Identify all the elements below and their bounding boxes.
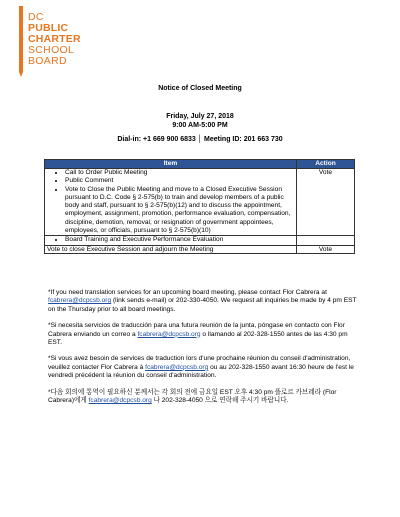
list-item: • Board Training and Executive Performance Evaluation bbox=[65, 236, 294, 244]
list-item: • Call to Order Public Meeting bbox=[65, 169, 294, 177]
note-text: *다음 회의에 통역이 필요하신 분께서는 각 회의 전에 금요일 EST 오후 4:30 pm 플로르 카브레라 (Flor Cabrera)에게 bbox=[48, 388, 337, 405]
pencil-icon bbox=[19, 6, 23, 72]
logo-line-school: SCHOOL bbox=[28, 44, 75, 56]
note-french bbox=[48, 355, 360, 380]
agenda-items-cell bbox=[45, 169, 297, 236]
dial-in-info: Dial-in: +1 669 900 6833 │ Meeting ID: 201 663 730 bbox=[117, 136, 283, 143]
list-item: • Public Comment bbox=[65, 177, 294, 185]
agenda-table bbox=[44, 159, 355, 254]
table-row bbox=[45, 169, 355, 236]
action-cell: Vote bbox=[297, 245, 355, 253]
note-english bbox=[48, 289, 360, 314]
note-text: *Si necesita servicios de traducción para una futura reunión de la junta, póngase en contacto con Flor Cabrera enviando un correo a bbox=[48, 322, 345, 338]
agenda-text-cell: Vote to close Executive Session and adjourn the Meeting bbox=[45, 245, 297, 253]
agenda-items-cell bbox=[45, 236, 297, 245]
list-item: • Vote to Close the Public Meeting and move to a Closed Executive Session pursuant to D.C. Code § 2-575(b) to train and develop members of a public body and staff, pursuant to § 2-575(b)(12) and to discuss the appointment, employment, assignment, promotion, performance evaluation, compensation, discipline, demotion, removal, or resignation of government appointees, employees, or officials, pursuant to § 2-575(b)(10) bbox=[65, 186, 294, 236]
logo-text bbox=[28, 12, 81, 67]
note-text: *Si vous avez besoin de services de traduction lors d'une prochaine réunion du conseil d'administration, veuillez contacter Flor Cabrera à bbox=[48, 355, 351, 371]
meeting-time: 9:00 AM-5:00 PM bbox=[172, 122, 228, 129]
email-link[interactable]: fcabrera@dcpcsb.org bbox=[48, 297, 112, 305]
note-text: ou au 202-328-1550 avant 16:30 heure de l'est le vendredi précédent la réunion du conseil d'administration. bbox=[48, 363, 354, 380]
logo-line-public: PUBLIC bbox=[28, 22, 69, 34]
note-spanish bbox=[48, 322, 360, 347]
page-title: Notice of Closed Meeting bbox=[158, 85, 242, 92]
note-text: o llamando al 202-328-1550 antes de las 4:30 pm EST. bbox=[48, 330, 348, 347]
logo-line-board: BOARD bbox=[28, 55, 67, 67]
table-row bbox=[45, 245, 355, 253]
header-item: Item bbox=[45, 160, 297, 169]
agenda-item-list bbox=[47, 169, 294, 235]
email-link[interactable]: fcabrera@dcpcsb.org bbox=[137, 330, 201, 338]
note-korean bbox=[48, 389, 360, 406]
logo-line-charter: CHARTER bbox=[28, 33, 81, 45]
dcpcsb-logo bbox=[14, 6, 94, 76]
note-text: *If you need translation services for an upcoming board meeting, please contact Flor Cabrera at bbox=[48, 289, 327, 296]
meeting-datetime bbox=[0, 112, 400, 130]
action-cell: Vote bbox=[297, 169, 355, 236]
logo-line-dc: DC bbox=[28, 11, 44, 23]
email-link[interactable]: fcabrera@dcpcsb.org bbox=[88, 397, 152, 405]
action-cell bbox=[297, 236, 355, 245]
table-row bbox=[45, 236, 355, 245]
header-action: Action bbox=[297, 160, 355, 169]
email-link[interactable]: fcabrera@dcpcsb.org bbox=[145, 363, 209, 371]
note-text: 나 202-328-4050 으로 연락해 주시기 바랍니다. bbox=[151, 397, 289, 405]
translation-notes bbox=[48, 289, 360, 413]
note-text: (link sends e-mail) or 202-330-4050. We request all inquiries be made by 4 pm EST on the Thursday prior to all board meetings. bbox=[48, 297, 357, 313]
meeting-date: Friday, July 27, 2018 bbox=[166, 113, 234, 120]
agenda-item-list bbox=[47, 236, 294, 244]
pencil-tip-icon bbox=[19, 72, 23, 77]
agenda-header-row bbox=[45, 160, 355, 169]
